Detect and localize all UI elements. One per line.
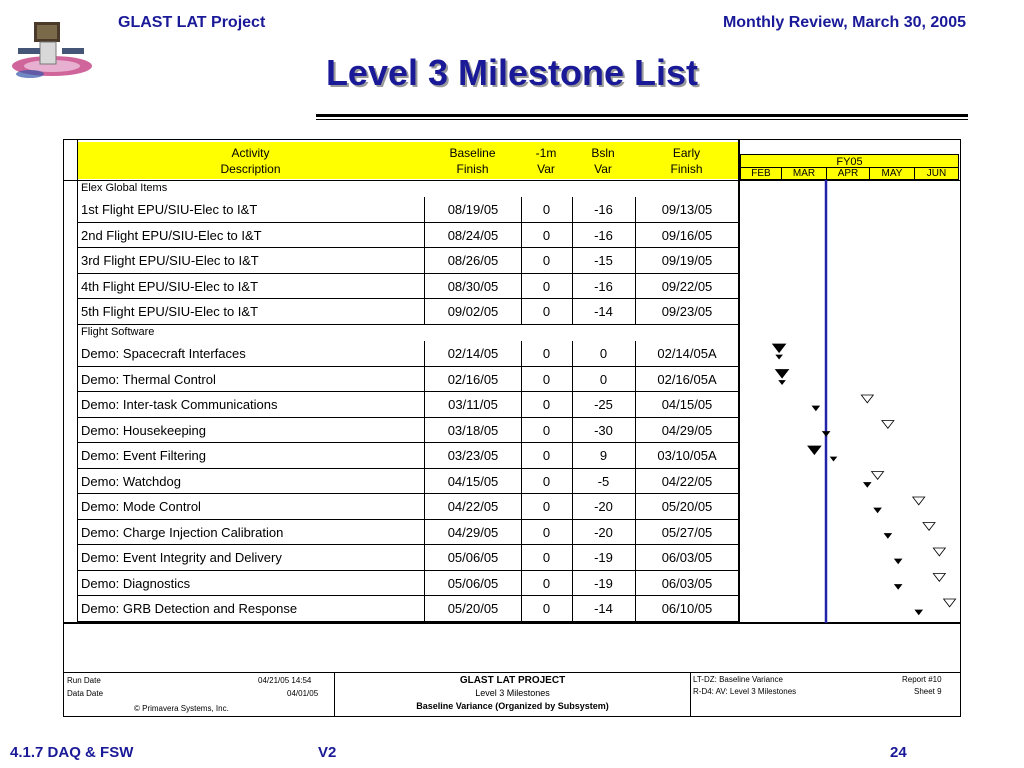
cell-bsln-var: -16 (572, 197, 634, 223)
cell-early-finish: 09/19/05 (635, 248, 738, 274)
cell-early-finish: 06/10/05 (635, 596, 738, 622)
cell-description: 5th Flight EPU/SIU-Elec to I&T (81, 304, 259, 319)
section-label-elex: Elex Global Items (81, 182, 168, 194)
cell-baseline-finish: 05/20/05 (424, 596, 521, 622)
baseline-milestone-marker (864, 483, 871, 488)
baseline-milestone-marker (895, 585, 902, 590)
milestone-sheet (63, 139, 961, 717)
cell-baseline-finish: 03/11/05 (424, 392, 521, 418)
cell-bsln-var: 0 (572, 367, 634, 393)
col-early-header (635, 145, 738, 177)
cell-1m-var: 0 (521, 341, 571, 367)
cell-description: Demo: Diagnostics (81, 575, 191, 591)
cell-baseline-finish: 04/22/05 (424, 494, 521, 520)
forecast-milestone-marker (872, 472, 884, 480)
cell-1m-var: 0 (521, 223, 571, 249)
cell-1m-var: 0 (521, 596, 571, 622)
cell-early-finish: 09/13/05 (635, 197, 738, 223)
cell-description: Demo: Thermal Control (81, 371, 216, 387)
sheet-number: Sheet 9 (914, 687, 942, 696)
cell-baseline-finish: 05/06/05 (424, 571, 521, 597)
cell-1m-var: 0 (521, 469, 571, 495)
copyright: © Primavera Systems, Inc. (134, 704, 229, 713)
cell-baseline-finish: 03/23/05 (424, 443, 521, 469)
report-project: GLAST LAT PROJECT (459, 675, 566, 686)
cell-baseline-finish: 08/30/05 (424, 274, 521, 300)
cell-bsln-var: 0 (572, 341, 634, 367)
cell-description: Demo: Event Filtering (81, 448, 206, 463)
cell-baseline-finish: 02/16/05 (424, 367, 521, 393)
forecast-milestone-marker (933, 574, 945, 582)
cell-early-finish: 04/22/05 (635, 469, 738, 495)
col-baseline-line2: Finish (456, 162, 489, 176)
cell-bsln-var: -25 (572, 392, 634, 418)
cell-1m-var: 0 (521, 248, 571, 274)
section-label-fsw: Flight Software (81, 326, 155, 338)
cell-baseline-finish: 05/06/05 (424, 545, 521, 571)
cell-early-finish: 04/29/05 (635, 418, 738, 444)
report-footer-div2 (690, 672, 691, 716)
cell-description: Demo: Mode Control (81, 499, 201, 514)
col-activity-header (78, 145, 423, 177)
col-baseline-header (424, 145, 521, 177)
forecast-milestone-marker (923, 523, 935, 531)
cell-early-finish: 05/27/05 (635, 520, 738, 546)
baseline-milestone-marker (874, 508, 881, 513)
forecast-milestone-marker (882, 421, 894, 429)
cell-bsln-var: -20 (572, 520, 634, 546)
baseline-milestone-marker (915, 610, 922, 615)
baseline-milestone-marker (776, 355, 782, 359)
fiscal-year-label: FY05 (740, 154, 959, 168)
layout-name: LT-DZ: Baseline Variance (693, 675, 783, 684)
run-date-value: 04/21/05 14:54 (258, 676, 312, 685)
col-bsln-var-header (572, 145, 634, 177)
cell-early-finish: 03/10/05A (635, 443, 738, 469)
col-early-line2: Finish (670, 162, 703, 176)
header-review-date: Monthly Review, March 30, 2005 (722, 14, 966, 31)
cell-baseline-finish: 02/14/05 (424, 341, 521, 367)
forecast-milestone-marker (944, 599, 956, 607)
cell-early-finish: 09/22/05 (635, 274, 738, 300)
data-date-label: Data Date (67, 689, 104, 698)
cell-bsln-var: -14 (572, 299, 634, 325)
cell-baseline-finish: 08/24/05 (424, 223, 521, 249)
cell-baseline-finish: 03/18/05 (424, 418, 521, 444)
run-date-label: Run Date (67, 676, 101, 685)
actual-milestone-marker (776, 370, 789, 378)
cell-1m-var: 0 (521, 545, 571, 571)
col-1m-line2: Var (537, 162, 555, 176)
cell-description: 1st Flight EPU/SIU-Elec to I&T (81, 202, 258, 217)
footer-page-number: 24 (890, 744, 907, 761)
baseline-milestone-marker (823, 432, 830, 437)
forecast-milestone-marker (933, 548, 945, 556)
footer-wbs: 4.1.7 DAQ & FSW (10, 744, 134, 761)
baseline-milestone-marker (779, 381, 785, 385)
forecast-milestone-marker (913, 497, 925, 505)
col-bsln-line2: Var (594, 162, 612, 176)
cell-1m-var: 0 (521, 571, 571, 597)
baseline-milestone-marker (884, 534, 891, 539)
cell-early-finish: 05/20/05 (635, 494, 738, 520)
report-number: Report #10 (902, 675, 942, 684)
report-footer-top-line (64, 672, 960, 673)
cell-description: Demo: Spacecraft Interfaces (81, 346, 246, 361)
cell-bsln-var: -14 (572, 596, 634, 622)
cell-description: Demo: Watchdog (81, 473, 181, 489)
cell-early-finish: 09/16/05 (635, 223, 738, 249)
cell-early-finish: 02/14/05A (635, 341, 738, 367)
cell-description: 2nd Flight EPU/SIU-Elec to I&T (81, 227, 262, 243)
cell-baseline-finish: 08/19/05 (424, 197, 521, 223)
report-subtitle2: Baseline Variance (Organized by Subsystem) (416, 701, 609, 711)
cell-1m-var: 0 (521, 392, 571, 418)
title-rule-thin (316, 119, 968, 120)
cell-baseline-finish: 04/15/05 (424, 469, 521, 495)
month-band (740, 168, 959, 180)
baseline-milestone-marker (812, 406, 819, 411)
cell-bsln-var: -19 (572, 545, 634, 571)
cell-description: 4th Flight EPU/SIU-Elec to I&T (81, 278, 259, 294)
actual-milestone-marker (808, 446, 821, 454)
cell-early-finish: 02/16/05A (635, 367, 738, 393)
header-project: GLAST LAT Project (118, 14, 266, 31)
col-1m-var-header (521, 145, 571, 177)
cell-baseline-finish: 09/02/05 (424, 299, 521, 325)
cell-bsln-var: -16 (572, 223, 634, 249)
data-date-value: 04/01/05 (287, 689, 319, 698)
month-mar: MAR (782, 168, 827, 179)
cell-1m-var: 0 (521, 520, 571, 546)
cell-early-finish: 09/23/05 (635, 299, 738, 325)
col-activity-line2: Description (220, 162, 281, 176)
cell-description: 3rd Flight EPU/SIU-Elec to I&T (81, 253, 259, 268)
cell-1m-var: 0 (521, 443, 571, 469)
cell-bsln-var: -19 (572, 571, 634, 597)
col-baseline-line1: Baseline (449, 146, 496, 160)
cell-early-finish: 04/15/05 (635, 392, 738, 418)
page-title: Level 3 Milestone List (325, 52, 699, 93)
cell-1m-var: 0 (521, 367, 571, 393)
footer-version: V2 (318, 744, 337, 761)
baseline-milestone-marker (895, 559, 902, 564)
col-activity-line1: Activity (231, 146, 270, 160)
grid-left-border (77, 140, 78, 623)
cell-description: Demo: Inter-task Communications (81, 397, 278, 412)
cell-baseline-finish: 04/29/05 (424, 520, 521, 546)
report-subtitle1: Level 3 Milestones (475, 688, 550, 698)
cell-bsln-var: -30 (572, 418, 634, 444)
cell-description: Demo: GRB Detection and Response (81, 601, 298, 616)
baseline-milestone-marker (830, 457, 836, 461)
cell-description: Demo: Charge Injection Calibration (81, 524, 284, 540)
cell-1m-var: 0 (521, 494, 571, 520)
cell-description: Demo: Event Integrity and Delivery (81, 550, 282, 565)
month-feb: FEB (741, 168, 782, 179)
cell-1m-var: 0 (521, 418, 571, 444)
cell-early-finish: 06/03/05 (635, 545, 738, 571)
cell-1m-var: 0 (521, 197, 571, 223)
cell-1m-var: 0 (521, 274, 571, 300)
cell-1m-var: 0 (521, 299, 571, 325)
filter-name: R-D4: AV: Level 3 Milestones (693, 687, 797, 696)
actual-milestone-marker (773, 344, 786, 352)
forecast-milestone-marker (861, 395, 873, 403)
cell-bsln-var: -5 (572, 469, 634, 495)
gantt-chart (740, 180, 959, 623)
month-jun: JUN (926, 168, 947, 179)
cell-baseline-finish: 08/26/05 (424, 248, 521, 274)
cell-early-finish: 06/03/05 (635, 571, 738, 597)
title-rule (316, 114, 968, 117)
col-early-line1: Early (672, 146, 701, 160)
month-may: MAY (870, 168, 915, 179)
col-1m-line1: -1m (535, 146, 557, 160)
cell-bsln-var: 9 (572, 443, 634, 469)
cell-bsln-var: -16 (572, 274, 634, 300)
col-bsln-line1: Bsln (591, 146, 615, 160)
cell-bsln-var: -15 (572, 248, 634, 274)
cell-bsln-var: -20 (572, 494, 634, 520)
cell-description: Demo: Housekeeping (81, 422, 207, 438)
month-apr: APR (827, 168, 870, 179)
